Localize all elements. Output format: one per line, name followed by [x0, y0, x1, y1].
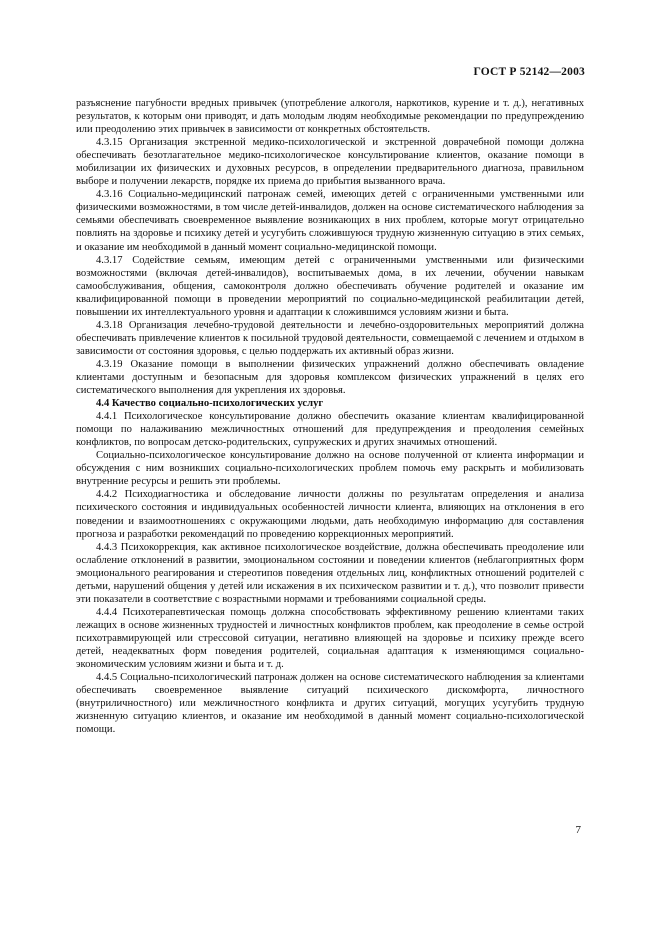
paragraph-4-4-1: 4.4.1 Психологическое консультирование должно обеспечить оказание клиентам квалифицированной помощи по налаживанию межличностных отношений для предупреждения и преодоления семейных конфликтов, по вопросам детско-родительских, супружеских и других значимых отношений. — [76, 411, 584, 449]
paragraph-4-4-1-b: Социально-психологическое консультирование должно на основе полученной от клиента информации и обсуждения с ним возникших социально-психологических проблем помочь ему раскрыть и мобилизовать внутренние ресурсы и решить эти проблемы. — [76, 450, 584, 488]
paragraph-4-3-16: 4.3.16 Социально-медицинский патронаж семей, имеющих детей с ограниченными умственными или физическими возможностями, в том числе детей-инвалидов, должен на основе систематического наблюдения за семьями обеспечивать своевременное выявление возникающих в них проблем, которые могут отрицательно повлиять на здоровье и психику детей и усугубить сложившуюся трудную жизненную ситуацию в этих семьях, и оказание им необходимой в данный момент социально-медицинской помощи. — [76, 189, 584, 253]
section-heading-4-4: 4.4 Качество социально-психологических услуг — [96, 398, 324, 410]
paragraph-4-4-3: 4.4.3 Психокоррекция, как активное психологическое воздействие, должна обеспечивать преодоление или ослабление отклонений в развитии, эмоциональном состоянии и поведении клиентов (неблагоприятных форм эмоционального реагирования и стереотипов поведения отдельных лиц, конфликтных отношений родителей с детьми, нарушений общения у детей или искажения в их психическом развитии и т. д.), что позволит привести эти показатели в соответствие с возрастными нормами и требованиями социальной среды. — [76, 541, 584, 605]
paragraph-4-3-19: 4.3.19 Оказание помощи в выполнении физических упражнений должно обеспечивать овладение клиентами доступным и безопасным для здоровья комплексом физических упражнений в целях его систематического выполнения для укрепления их здоровья. — [76, 358, 584, 397]
page-number: 7 — [575, 824, 581, 836]
paragraph-4-3-18: 4.3.18 Организация лечебно-трудовой деятельности и лечебно-оздоровительных мероприятий должна обеспечивать привлечение клиентов к посильной трудовой деятельности, совмещаемой с лечением и отдыхом в зависимости от состояния здоровья, с целью поддержать их активный образ жизни. — [76, 319, 584, 357]
paragraph-continuation: разъяснение пагубности вредных привычек (употребление алкоголя, наркотиков, курение и т. д.), негативных результатов, к которым они приводят, и дать молодым людям необходимые рекомендации по предупреждению или преодолению этих привычек в зависимости от конкретных обстоятельств. — [76, 98, 584, 136]
paragraph-4-4-5: 4.4.5 Социально-психологический патронаж должен на основе систематического наблюдения за клиентами обеспечивать своевременное выявление ситуаций психического дискомфорта, личностного (внутриличностного) или межличностного конфликта и других ситуаций, могущих усугубить трудную жизненную ситуацию клиентов, и оказание им необходимой в данный момент социально-психологической помощи. — [76, 672, 584, 736]
paragraph-4-3-15: 4.3.15 Организация экстренной медико-психологической и экстренной доврачебной помощи должна обеспечивать безотлагательное медико-психологическое консультирование клиентов, оказание помощи в мобилизации их физических и духовных ресурсов, в определении предварительного диагноза, правильном выборе и получении лекарств, порядке их приема до прибытия вызванного врача. — [76, 137, 584, 188]
paragraph-4-4-2: 4.4.2 Психодиагностика и обследование личности должны по результатам определения и анализа психического состояния и индивидуальных особенностей личности клиента, влияющих на отклонения в его поведении и взаимоотношениях с окружающими людьми, дать необходимую информацию для составления прогноза и разработки рекомендаций по проведению коррекционных мероприятий. — [76, 489, 584, 540]
paragraph-4-3-17: 4.3.17 Содействие семьям, имеющим детей с ограниченными умственными или физическими возможностями (включая детей-инвалидов), воспитываемых дома, в их лечении, обучении навыкам самообслуживания, общения, самоконтроля должно обеспечивать обучение родителей и оказание им квалифицированной помощи в проведении мероприятий по социально-медицинской реабилитации детей, повышении их интеллектуального уровня и адаптации к сложившимся условиям жизни и быта. — [76, 254, 584, 318]
document-body — [76, 97, 584, 736]
paragraph-4-4-4: 4.4.4 Психотерапевтическая помощь должна способствовать эффективному решению клиентами таких лежащих в основе жизненных трудностей и личностных конфликтов проблем, как преодоление в семье острой психотравмирующей или стрессовой ситуации, негативно влияющей на здоровье и психику прежде всего детей, неадекватных форм поведения родителей, социальная адаптация к изменяющимся социально-экономическим условиям жизни и быта и т. д. — [76, 606, 584, 671]
standard-header: ГОСТ Р 52142—2003 — [473, 66, 585, 78]
